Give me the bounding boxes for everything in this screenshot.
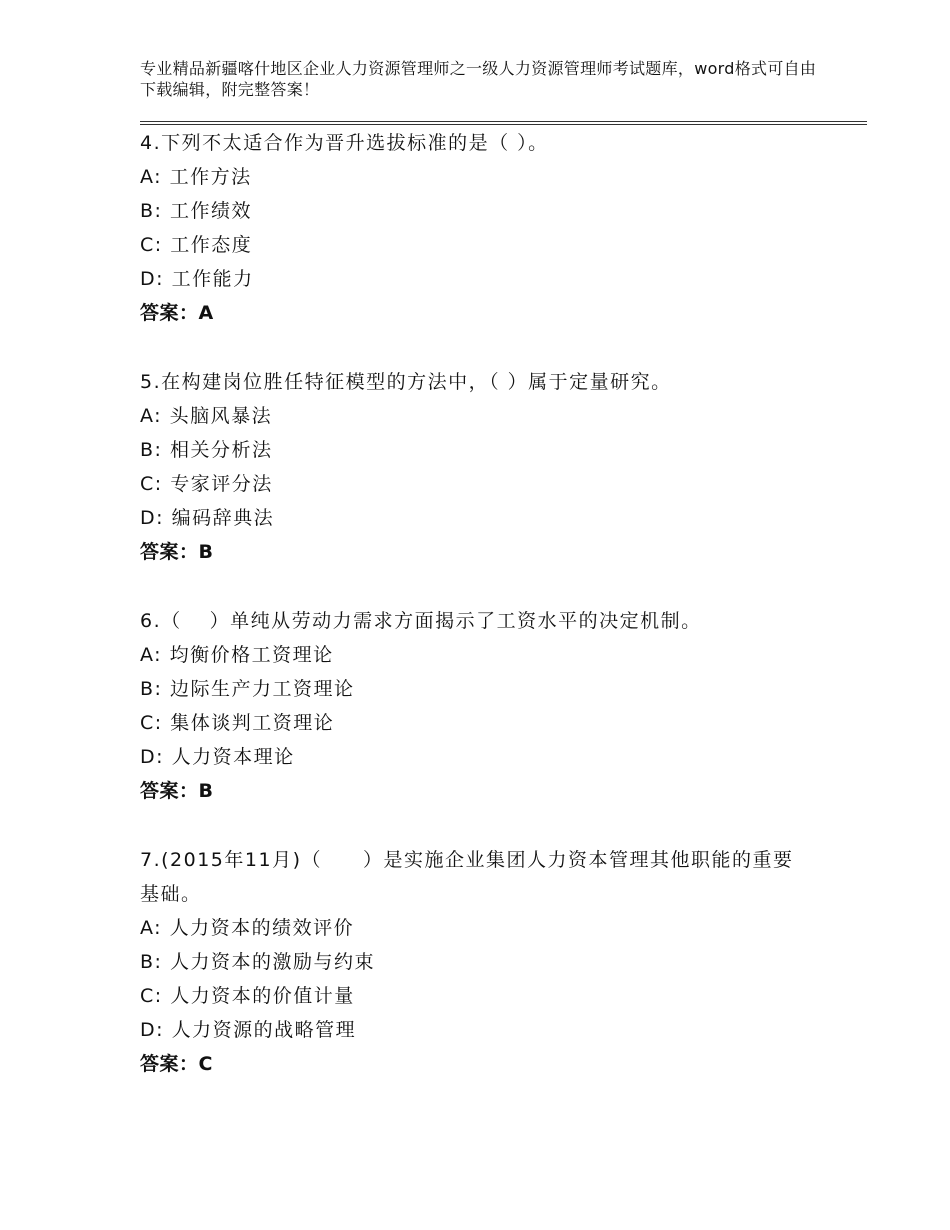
option-a: A: 工作方法 — [140, 166, 252, 188]
question-stem: 5.在构建岗位胜任特征模型的方法中，（ ）属于定量研究。 — [140, 371, 672, 393]
option-a: A: 均衡价格工资理论 — [140, 644, 334, 666]
header-divider — [140, 121, 867, 122]
answer-label: 答案：B — [140, 541, 214, 563]
option-d: D: 编码辞典法 — [140, 507, 275, 529]
option-c: C: 专家评分法 — [140, 473, 273, 495]
option-a: A: 人力资本的绩效评价 — [140, 917, 355, 939]
option-b: B: 工作绩效 — [140, 200, 252, 222]
option-a: A: 头脑风暴法 — [140, 405, 273, 427]
answer-label: 答案：A — [140, 302, 214, 324]
option-b: B: 人力资本的激励与约束 — [140, 951, 375, 973]
option-d: D: 工作能力 — [140, 268, 254, 290]
question-stem: 6.（ ）单纯从劳动力需求方面揭示了工资水平的决定机制。 — [140, 610, 702, 632]
answer-label: 答案：B — [140, 780, 214, 802]
question-6 — [140, 604, 820, 808]
question-4 — [140, 126, 820, 330]
option-b: B: 相关分析法 — [140, 439, 273, 461]
option-b: B: 边际生产力工资理论 — [140, 678, 355, 700]
question-5 — [140, 365, 820, 569]
option-c: C: 集体谈判工资理论 — [140, 712, 335, 734]
question-stem: 4.下列不太适合作为晋升选拔标准的是（ ）。 — [140, 132, 549, 154]
option-c: C: 人力资本的价值计量 — [140, 985, 355, 1007]
question-stem: 7.(2015年11月)（ ）是实施企业集团人力资本管理其他职能的重要基础。 — [140, 849, 794, 905]
option-d: D: 人力资源的战略管理 — [140, 1019, 357, 1041]
option-d: D: 人力资本理论 — [140, 746, 295, 768]
option-c: C: 工作态度 — [140, 234, 253, 256]
answer-label: 答案：C — [140, 1053, 213, 1075]
document-header: 专业精品新疆喀什地区企业人力资源管理师之一级人力资源管理师考试题库，word格式可自由下载编辑，附完整答案！ — [140, 59, 817, 99]
header-divider-secondary — [140, 124, 867, 125]
question-7 — [140, 843, 810, 1081]
